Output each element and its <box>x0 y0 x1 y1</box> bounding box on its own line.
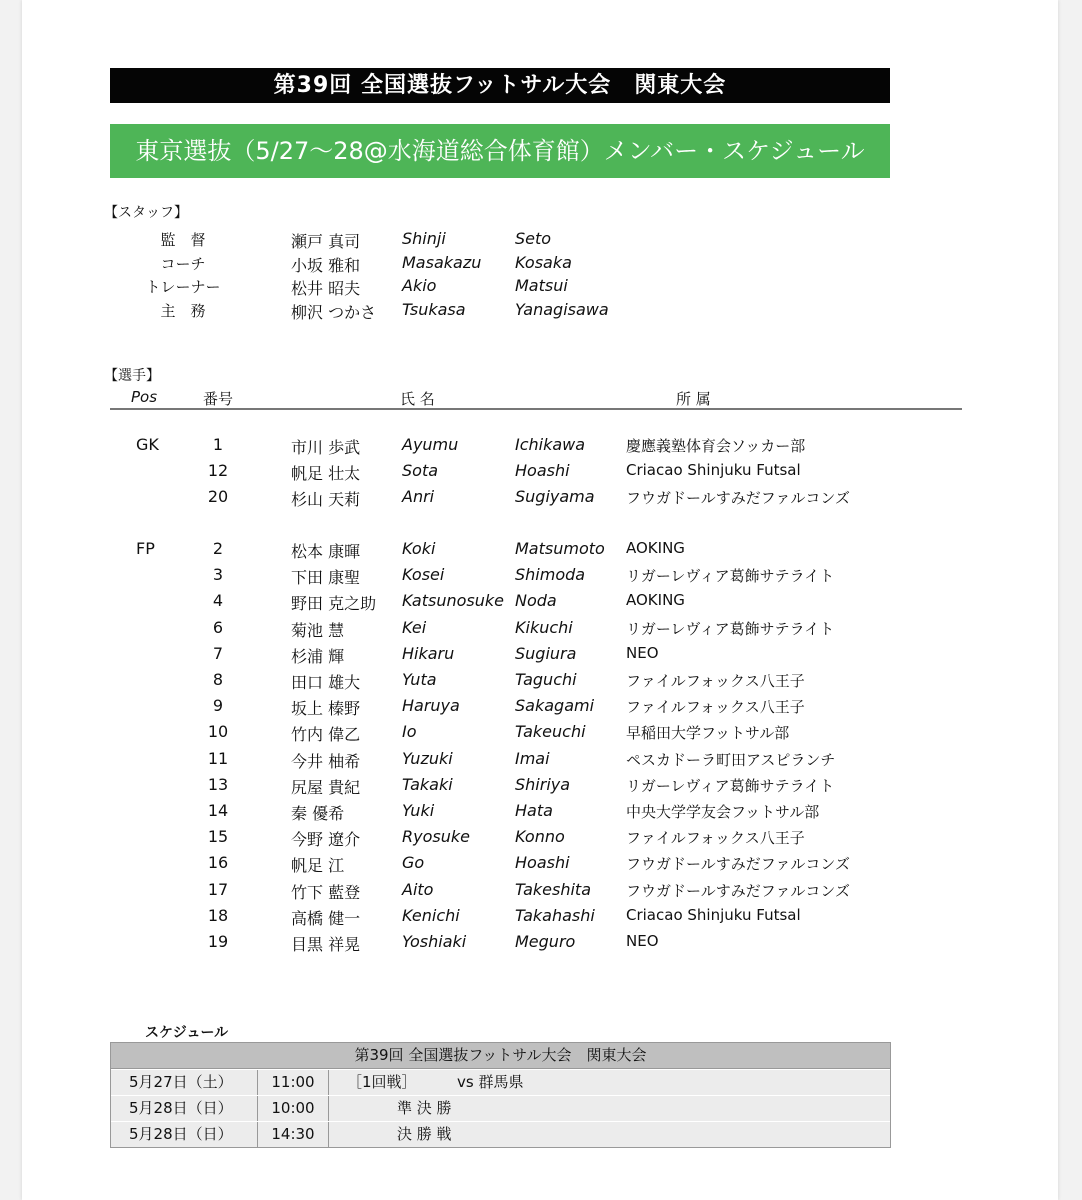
player-club: リガーレヴィア葛飾サテライト <box>626 619 835 638</box>
player-club: Criacao Shinjuku Futsal <box>626 461 801 479</box>
player-club: AOKING <box>626 591 685 610</box>
player-first-name: Katsunosuke <box>402 591 504 611</box>
player-first-name: Hikaru <box>402 643 455 663</box>
schedule-row <box>111 1095 890 1121</box>
schedule-match <box>329 1070 890 1095</box>
player-name-jp: 竹下 藍登 <box>291 882 361 902</box>
player-number: 8 <box>212 670 224 689</box>
player-club: ファイルフォックス八王子 <box>626 829 805 848</box>
player-name-jp: 田口 雄大 <box>291 673 361 692</box>
schedule-title: 第39回 全国選抜フットサル大会 関東大会 <box>111 1043 890 1069</box>
staff-role: コーチ <box>160 255 206 273</box>
player-first-name: Haruya <box>402 696 460 716</box>
player-first-name: Ayumu <box>402 435 459 454</box>
staff-name-jp: 瀬戸 真司 <box>291 232 361 251</box>
schedule-label: スケジュール <box>145 1025 229 1041</box>
header-pos: Pos <box>131 388 158 406</box>
staff-section-label: 【スタッフ】 <box>104 205 188 221</box>
player-name-jp: 市川 歩武 <box>291 438 361 457</box>
player-name-jp: 尻屋 貴紀 <box>291 777 361 797</box>
staff-first-name: Shinji <box>402 229 446 248</box>
staff-role: トレーナー <box>145 278 221 296</box>
staff-role: 監 督 <box>160 231 206 249</box>
player-number: 3 <box>212 565 224 585</box>
schedule-match <box>329 1096 890 1121</box>
player-first-name: Sota <box>402 461 439 480</box>
schedule-table <box>110 1042 891 1148</box>
player-club: 早稲田大学フットサル部 <box>626 724 790 743</box>
staff-name-jp: 松井 昭夫 <box>291 279 361 298</box>
player-last-name: Shiriya <box>515 774 571 794</box>
player-name-jp: 野田 克之助 <box>291 594 377 614</box>
player-name-jp: 松本 康暉 <box>291 542 361 561</box>
staff-role: 主 務 <box>160 302 206 320</box>
player-last-name: Sugiyama <box>515 487 595 506</box>
header-divider <box>110 408 962 410</box>
player-last-name: Hoashi <box>515 461 570 480</box>
staff-name-jp: 柳沢 つかさ <box>291 303 377 322</box>
player-first-name: Ryosuke <box>402 827 470 847</box>
player-last-name: Sakagami <box>515 696 595 716</box>
player-last-name: Konno <box>515 827 565 847</box>
player-name-jp: 下田 康聖 <box>291 568 361 588</box>
player-club: ファイルフォックス八王子 <box>626 672 805 690</box>
player-first-name: Yuki <box>402 801 435 820</box>
tournament-title: 第39回 全国選抜フットサル大会 関東大会 <box>110 68 890 103</box>
player-club: ペスカドーラ町田アスピランチ <box>626 750 836 769</box>
header-number: 番号 <box>203 390 234 408</box>
player-last-name: Taguchi <box>515 670 577 689</box>
player-last-name: Hoashi <box>515 853 570 873</box>
player-number: 2 <box>212 539 224 558</box>
player-name-jp: 菊池 慧 <box>291 620 345 640</box>
staff-name-jp: 小坂 雅和 <box>291 256 361 275</box>
player-name-jp: 高橋 健一 <box>291 908 361 928</box>
player-last-name: Takeshita <box>515 879 592 899</box>
player-first-name: Yoshiaki <box>402 932 467 951</box>
player-first-name: Kei <box>402 617 427 637</box>
player-last-name: Imai <box>515 748 550 768</box>
schedule-time: 10:00 <box>258 1096 329 1121</box>
player-first-name: Koki <box>402 539 436 558</box>
player-first-name: Yuzuki <box>402 748 453 768</box>
staff-first-name: Masakazu <box>402 253 482 272</box>
player-first-name: Takaki <box>402 774 453 794</box>
player-club: 中央大学学友会フットサル部 <box>626 803 820 821</box>
player-club: フウガドールすみだファルコンズ <box>626 489 850 507</box>
player-club: ファイルフォックス八王子 <box>626 698 805 717</box>
player-name-jp: 帆足 江 <box>291 856 345 876</box>
player-number: 16 <box>207 853 229 873</box>
schedule-opponent: vs 群馬県 <box>457 1073 524 1091</box>
player-number: 4 <box>212 591 224 611</box>
player-name-jp: 今井 柚希 <box>291 751 361 771</box>
player-last-name: Matsumoto <box>515 539 605 558</box>
schedule-opponent: 準 決 勝 <box>397 1099 452 1117</box>
player-club: リガーレヴィア葛飾サテライト <box>626 776 835 795</box>
player-number: 12 <box>207 461 229 480</box>
player-number: 20 <box>207 487 229 506</box>
player-last-name: Takahashi <box>515 905 595 925</box>
player-number: 6 <box>212 617 224 637</box>
player-club: AOKING <box>626 539 685 557</box>
player-first-name: Kenichi <box>402 905 460 925</box>
schedule-date: 5月28日（日） <box>111 1096 258 1121</box>
staff-first-name: Tsukasa <box>402 300 466 319</box>
player-name-jp: 竹内 偉乙 <box>291 725 361 745</box>
player-last-name: Takeuchi <box>515 722 586 742</box>
player-club: フウガドールすみだファルコンズ <box>626 855 850 874</box>
player-last-name: Sugiura <box>515 643 577 663</box>
player-first-name: Kosei <box>402 565 445 585</box>
player-number: 1 <box>212 435 224 454</box>
player-number: 13 <box>207 774 229 794</box>
schedule-opponent: 決 勝 戦 <box>397 1125 452 1143</box>
schedule-row <box>111 1121 890 1147</box>
player-number: 10 <box>207 722 229 742</box>
player-number: 9 <box>212 696 224 716</box>
schedule-round: ［1回戦］ <box>347 1073 417 1091</box>
player-last-name: Meguro <box>515 932 576 951</box>
player-name-jp: 秦 優希 <box>291 804 345 823</box>
player-last-name: Ichikawa <box>515 435 586 454</box>
player-name-jp: 坂上 榛野 <box>291 699 361 719</box>
staff-last-name: Seto <box>515 229 552 248</box>
schedule-time: 11:00 <box>258 1070 329 1095</box>
player-last-name: Shimoda <box>515 565 586 585</box>
player-name-jp: 今野 遼介 <box>291 830 361 850</box>
player-club: 慶應義塾体育会ソッカー部 <box>626 437 806 455</box>
player-club: NEO <box>626 643 659 662</box>
player-number: 17 <box>207 879 229 899</box>
player-number: 15 <box>207 827 229 847</box>
player-last-name: Noda <box>515 591 557 611</box>
header-name: 氏 名 <box>400 390 435 408</box>
staff-last-name: Kosaka <box>515 253 572 272</box>
player-last-name: Kikuchi <box>515 617 573 637</box>
player-name-jp: 杉山 天莉 <box>291 490 361 509</box>
pos-gk: GK <box>136 435 159 454</box>
player-club: NEO <box>626 932 659 950</box>
player-club: Criacao Shinjuku Futsal <box>626 905 801 924</box>
player-number: 14 <box>207 801 229 820</box>
player-club: リガーレヴィア葛飾サテライト <box>626 567 835 586</box>
player-first-name: Io <box>402 722 417 742</box>
schedule-row <box>111 1069 890 1095</box>
team-subtitle: 東京選抜（5/27～28@水海道総合体育館）メンバー・スケジュール <box>110 124 890 178</box>
player-number: 18 <box>207 905 229 925</box>
players-section-label: 【選手】 <box>104 368 160 384</box>
schedule-time: 14:30 <box>258 1122 329 1147</box>
schedule-match <box>329 1122 890 1147</box>
player-club: フウガドールすみだファルコンズ <box>626 881 850 900</box>
player-last-name: Hata <box>515 801 553 820</box>
player-first-name: Aito <box>402 879 434 899</box>
player-first-name: Yuta <box>402 670 437 689</box>
schedule-date: 5月27日（土） <box>111 1070 258 1095</box>
staff-last-name: Matsui <box>515 276 568 295</box>
player-name-jp: 目黒 祥晃 <box>291 935 361 954</box>
player-number: 11 <box>207 748 229 768</box>
player-number: 7 <box>212 643 224 663</box>
staff-first-name: Akio <box>402 276 437 295</box>
staff-last-name: Yanagisawa <box>515 300 609 319</box>
player-name-jp: 杉浦 輝 <box>291 646 345 666</box>
schedule-date: 5月28日（日） <box>111 1122 258 1147</box>
player-name-jp: 帆足 壮太 <box>291 464 361 483</box>
player-number: 19 <box>207 932 229 951</box>
player-first-name: Anri <box>402 487 435 506</box>
pos-fp: FP <box>136 539 155 558</box>
header-club: 所 属 <box>676 390 711 408</box>
player-first-name: Go <box>402 853 425 873</box>
